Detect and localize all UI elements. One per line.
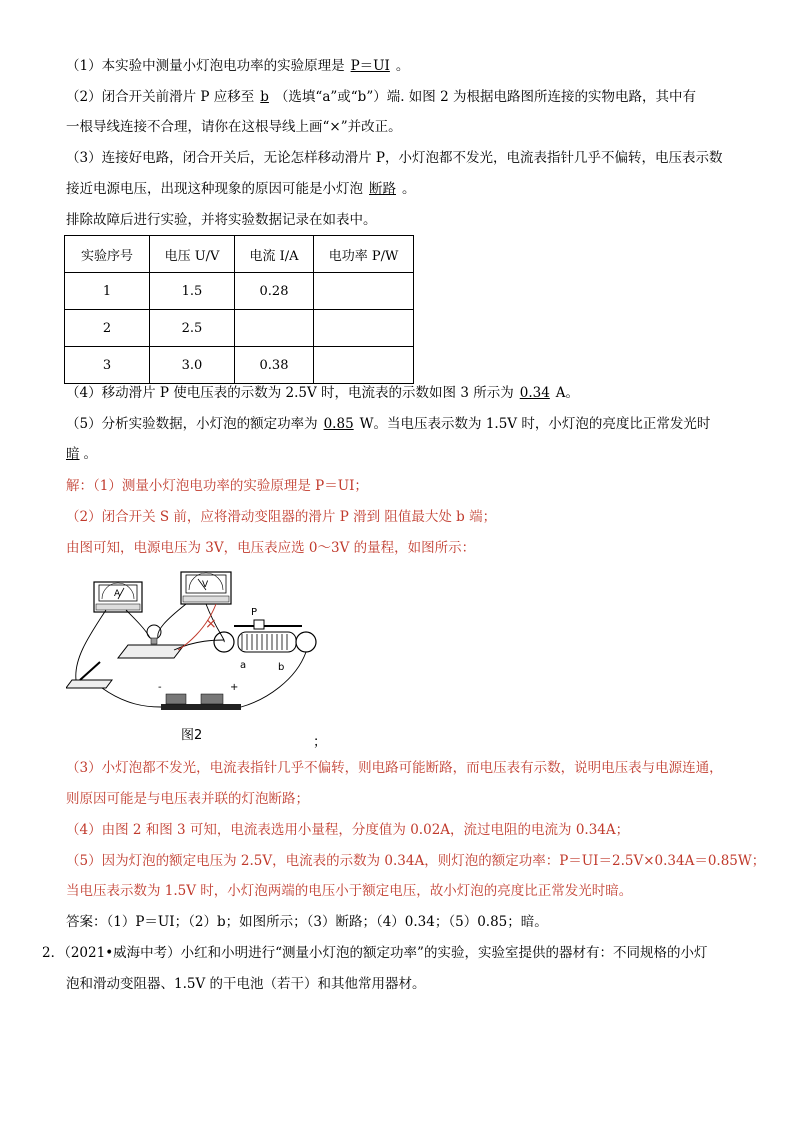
table-cell: 2.5 (150, 310, 235, 347)
answer-summary: 答案：（1）P＝UI；（2）b；如图所示；（3）断路；（4）0.34；（5）0.85；暗。 (66, 914, 548, 930)
table-cell: 0.28 (235, 273, 314, 310)
svg-text:-: - (158, 682, 162, 693)
solution-line: 则原因可能是与电压表并联的灯泡断路； (66, 791, 309, 807)
question-part5-cont: 暗 。 (66, 446, 97, 462)
table-cell: 1 (65, 273, 150, 310)
circuit-figure (66, 570, 326, 720)
svg-text:P: P (251, 607, 258, 618)
answer-blank-5: 0.85 (323, 416, 354, 432)
svg-text:a: a (240, 660, 247, 671)
table-cell: 1.5 (150, 273, 235, 310)
answer-blank-1: P＝UI (350, 58, 390, 74)
svg-text:b: b (278, 662, 285, 673)
battery-icon (158, 682, 241, 710)
table-cell (314, 273, 414, 310)
solution-line: 当电压表示数为 1.5V 时，小灯泡两端的电压小于额定电压，故小灯泡的亮度比正常发光时暗。 (66, 883, 633, 899)
table-cell (314, 347, 414, 384)
figure-caption: 图2 (181, 728, 203, 743)
question-part2: （2）闭合开关前滑片 P 应移至 b （选填“a”或“b”）端. 如图 2 为根据电路图所连接的实物电路，其中有 (66, 89, 696, 105)
table-row (65, 273, 414, 310)
figure-trailing: ； (313, 734, 327, 750)
solution-line: （5）因为灯泡的额定电压为 2.5V，电流表的示数为 0.34A，则灯泡的额定功率：P＝UI＝2.5V×0.34A＝0.85W； (66, 853, 766, 869)
svg-text:V: V (202, 580, 209, 590)
solution-line: （3）小灯泡都不发光，电流表指针几乎不偏转，则电路可能断路，而电压表有示数，说明电压表与电源连通， (66, 760, 723, 776)
lamp-icon (118, 625, 184, 658)
table-cell: 0.38 (235, 347, 314, 384)
table-cell: 3.0 (150, 347, 235, 384)
svg-text:A: A (114, 589, 121, 599)
question-part4: （4）移动滑片 P 使电压表的示数为 2.5V 时，电流表的示数如图 3 所示为 0.34 A。 (66, 385, 580, 401)
solution-line: 解：（1）测量小灯泡电功率的实验原理是 P＝UI； (66, 478, 368, 494)
cross-mark: × (205, 616, 217, 632)
voltmeter-icon (181, 572, 231, 604)
ammeter-icon (94, 582, 142, 612)
switch-icon (66, 662, 112, 688)
solution-line: 由图可知，电源电压为 3V，电压表应选 0～3V 的量程，如图所示： (66, 540, 476, 556)
svg-text:+: + (230, 682, 239, 693)
table-cell (314, 310, 414, 347)
next-question: 2．（2021•威海中考）小红和小明进行“测量小灯泡的额定功率”的实验，实验室提供的器材有：不同规格的小灯 (42, 945, 708, 961)
question-part2-cont: 一根导线连接不合理，请你在这根导线上画“×”并改正。 (66, 119, 402, 135)
table-header-row (65, 236, 414, 273)
question-part3: （3）连接好电路，闭合开关后，无论怎样移动滑片 P，小灯泡都不发光，电流表指针几乎不偏转，电压表示数 (66, 150, 723, 166)
next-question-cont: 泡和滑动变阻器、1.5V 的干电池（若干）和其他常用器材。 (66, 976, 426, 992)
table-cell (235, 310, 314, 347)
question-part3-cont: 接近电源电压，出现这种现象的原因可能是小灯泡 断路 。 (66, 181, 416, 197)
question-part5: （5）分析实验数据，小灯泡的额定功率为 0.85 W。当电压表示数为 1.5V 时，小灯泡的亮度比正常发光时 (66, 416, 711, 432)
table-header: 电流 I/A (235, 236, 314, 273)
answer-blank-2: b (260, 89, 269, 105)
wires (76, 604, 306, 707)
table-row (65, 310, 414, 347)
answer-blank-4: 0.34 (519, 385, 550, 401)
data-table (64, 235, 414, 384)
table-header: 电功率 P/W (314, 236, 414, 273)
table-header: 实验序号 (65, 236, 150, 273)
answer-blank-3: 断路 (369, 181, 396, 197)
table-intro: 排除故障后进行实验，并将实验数据记录在如表中。 (66, 212, 377, 228)
question-part1: （1）本实验中测量小灯泡电功率的实验原理是 P＝UI 。 (66, 58, 410, 74)
table-cell: 2 (65, 310, 150, 347)
solution-line: （2）闭合开关 S 前，应将滑动变阻器的滑片 P 滑到 阻值最大处 b 端； (66, 509, 497, 525)
answer-blank-6: 暗 (66, 446, 80, 462)
table-row (65, 347, 414, 384)
table-header: 电压 U/V (150, 236, 235, 273)
solution-line: （4）由图 2 和图 3 可知，电流表选用小量程，分度值为 0.02A，流过电阻的电流为 0.34A； (66, 822, 630, 838)
table-cell: 3 (65, 347, 150, 384)
